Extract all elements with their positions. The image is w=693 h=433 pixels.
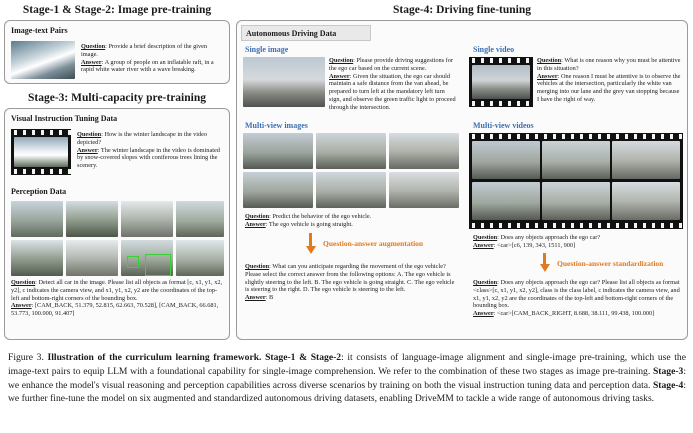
multi-view-image-4 [243,172,313,208]
question-text: : Does any objects approach the ego car? [497,234,601,241]
single-video-qa [537,57,683,104]
answer-label: Answer [81,58,102,66]
question-label: Question [473,279,498,286]
single-image-photo [243,57,325,107]
autonomous-driving-label: Autonomous Driving Data [246,29,337,38]
question-label: Question [11,279,36,286]
stage12-title: Stage-1 & Stage-2: Image pre-training [22,4,212,16]
caption-stage4: Stage-4 [652,379,684,391]
raft-image [11,41,75,79]
question-text: : What is one reason why you must be attentive in this situation? [537,57,681,72]
standardization-label: Question-answer standardization [557,259,664,268]
answer-label: Answer [245,220,266,228]
perception-image-2 [66,201,118,237]
question-text: : What can you anticipate regarding the movement of the ego vehicle? Please select the correct answer from the following options: A. The ego vehicle is slightly steering to the left. B. The ego vehicle is going straight. C. The ego vehicle is steering to the right. D. The ego vehicle is steering to the left. [245,263,455,294]
augmentation-arrow-stem [309,233,312,247]
question-text: : Please provide driving suggestions for the ego car based on the current scene. [329,57,454,72]
question-label: Question [77,131,102,138]
bounding-box [127,256,139,268]
question-text: : Does any objects approach the ego car? Please list all objects as format <class>[c, x1, y1, x2, y2], class is the class label, c indicates the camera view, and x1, y1, x2, y2 are the coordinates of the top-left and bottom-right corners of the bounding box. [473,279,680,310]
question-label: Question [245,213,270,220]
multi-view-video-frame-4 [472,182,540,220]
multi-view-video-film [469,133,683,229]
multi-view-video-frame-3 [612,141,680,179]
answer-label: Answer [77,146,98,154]
multi-view-image-3 [389,133,459,169]
caption-text-3: : we further fine-tune the model on six augmented and standardized autonomous driving datasets, enabling DriveMM to tackle a wide range of autonomous driving tasks. [8,379,686,405]
multi-view-video-frame-5 [542,182,610,220]
answer-text: : <car>[CAM_BACK_RIGHT, 8.688, 38.111, 99.438, 100.000] [493,310,655,318]
image-text-pairs-label: Image-text Pairs [11,26,68,35]
multi-view-image-6 [389,172,459,208]
multi-view-videos-label: Multi-view videos [473,121,534,130]
caption-figure-number: Figure 3. [8,352,44,363]
augmentation-arrow-icon [306,246,316,254]
question-label: Question [81,43,106,50]
perception-qa [11,279,225,318]
caption-stage3: Stage-3 [652,365,684,377]
question-text: : Provide a brief description of the given image. [81,43,208,58]
answer-text: : The winter landscape in the video is dominated by snow-covered slopes with coniferous trees lining the scenery. [77,146,220,170]
question-text: : Predict the behavior of the ego vehicle. [269,213,372,220]
answer-label: Answer [329,72,350,80]
question-text: : How is the winter landscape in the video depicted? [77,131,208,146]
multi-view-videos-qa2 [473,279,683,318]
caption-text-2: : we enhance the model's visual reasoning and perception capabilities across diverse scenarios by training on both the visual instruction tuning data and perception data. [8,365,686,391]
answer-label: Answer [11,302,32,310]
multi-view-images-qa2 [245,263,459,302]
multi-view-image-1 [243,133,313,169]
stage4-panel [236,20,688,340]
answer-text: : A group of people on an inflatable raft, in a rapid white water river with a wave breaking. [81,58,214,74]
perception-image-4 [176,201,224,237]
bounding-box [145,254,171,276]
vit-label: Visual Instruction Tuning Data [11,114,118,123]
question-label: Question [329,57,354,64]
answer-text: : <car>[c6, 139, 343, 1511, 900] [493,241,576,249]
vit-qa [77,131,225,170]
stage12-qa [81,43,225,74]
stage3-panel [4,108,230,340]
stage3-title: Stage-3: Multi-capacity pre-training [27,92,206,104]
question-label: Question [245,263,270,270]
perception-image-5 [11,240,63,276]
answer-text: : [CAM_BACK, 51.379, 52.815, 62.663, 70.528], [CAM_BACK, 66.681, 53.773, 100.000, 91.407] [11,302,219,318]
answer-label: Answer [473,241,494,249]
caption-stage12: Stage-1 & Stage-2 [265,352,342,363]
multi-view-videos-qa1 [473,234,683,250]
multi-view-video-frame-6 [612,182,680,220]
answer-text: : The ego vehicle is going straight. [265,220,353,228]
answer-text: : B [265,294,274,302]
answer-label: Answer [245,294,266,302]
perception-label: Perception Data [11,187,67,196]
multi-view-image-2 [316,133,386,169]
perception-image-8 [176,240,224,276]
answer-text: : Given the situation, the ego car should maintain a safe distance from the van ahead, be prepared to turn left at the mandatory left turn sign, and observe the green traffic light to proceed through the intersection. [329,72,456,111]
multi-view-video-frame-2 [542,141,610,179]
multi-view-images-label: Multi-view images [245,121,308,130]
perception-image-3 [121,201,173,237]
multi-view-video-frame-1 [472,141,540,179]
perception-image-1 [11,201,63,237]
answer-label: Answer [537,72,558,80]
stage4-title: Stage-4: Driving fine-tuning [393,4,531,16]
answer-text: : One reason I must be attentive is to observe the vehicles at the intersection, particularly the white van merging into our lane and the grey van stopping because I have the right of way. [537,72,681,103]
multi-view-images-qa1 [245,213,459,229]
perception-image-6 [66,240,118,276]
single-video-label: Single video [473,45,515,54]
stage12-panel [4,20,230,84]
caption-bold-title: Illustration of the curriculum learning framework. [47,352,262,363]
caption-text-1: : it consists of language-image alignment and single-image pre-training, which use the image-text pairs to equip LLM with a foundational capability for single-image comprehension. We refer to the combination of these two stages as image pre-training. [8,352,686,377]
multi-view-image-5 [316,172,386,208]
standardization-arrow-icon [540,264,550,272]
single-video-film [469,57,533,107]
single-image-label: Single image [245,45,289,54]
augmentation-label: Question-answer augmentation [323,239,424,248]
single-image-qa [329,57,457,112]
perception-image-7 [121,240,173,276]
question-label: Question [473,234,498,241]
figure-caption [8,351,686,406]
question-label: Question [537,57,562,64]
answer-label: Answer [473,310,494,318]
winter-video-film [11,129,71,175]
question-text: : Detect all car in the image. Please list all objects as format [c, x1, y1, x2, y2], c indicates the camera view, and x1, y1, x2, y2 are the coordinates of the top-left and bottom-right corners of the bounding box. [11,279,223,302]
autonomous-driving-header [241,25,371,41]
